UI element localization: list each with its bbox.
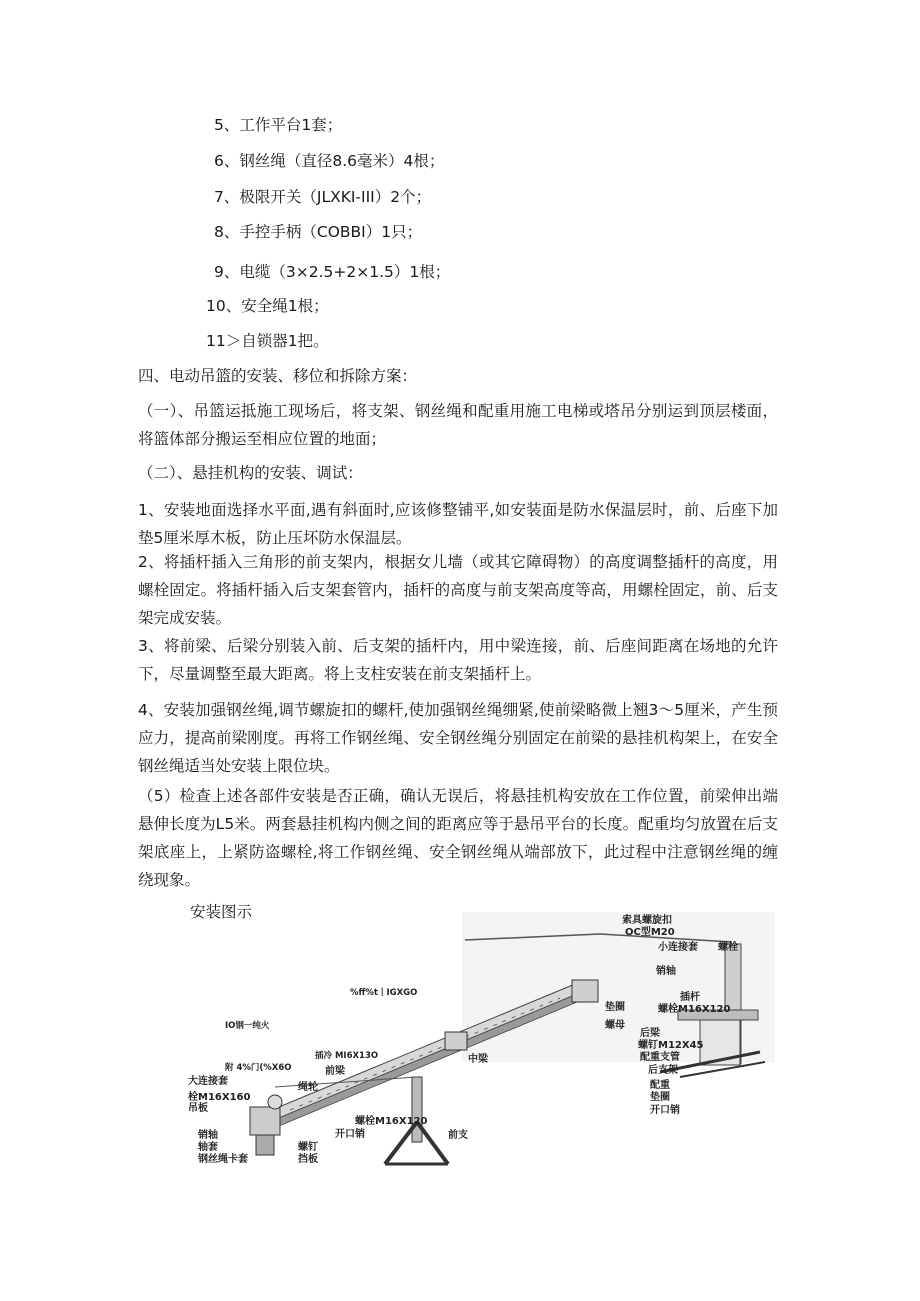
label: 销轴 — [198, 1130, 218, 1141]
label: 插冷 MI6X13O — [315, 1051, 379, 1061]
label: 垫圈 — [650, 1092, 670, 1103]
label: 吊板 — [188, 1103, 208, 1114]
label: 钢丝绳卡套 — [198, 1154, 248, 1165]
step-1: 1、安装地面选择水平面,遇有斜面时,应该修整铺平,如安装面是防水保温层时，前、后座下加垫5厘米厚木板，防止压坏防水保温层。 — [138, 501, 778, 547]
diagram-caption: 安装图示 — [190, 903, 253, 921]
section-heading: 四、电动吊篮的安装、移位和拆除方案： — [138, 367, 418, 385]
label: OC型M20 — [625, 927, 675, 938]
paragraph-sub2: （二）、悬挂机构的安装、调试： — [138, 464, 363, 482]
label: 销轴 — [656, 966, 676, 977]
label: 螺栓 — [718, 942, 738, 953]
list-item: 6、钢丝绳（直径8.6毫米）4根； — [214, 152, 445, 170]
rear-beam-joint — [572, 980, 598, 1002]
label: 小连接套 — [658, 942, 698, 953]
front-end-hardware — [250, 1095, 282, 1155]
label: 插杆 — [680, 992, 700, 1003]
label: %ff%t丨IGXGO — [350, 988, 418, 998]
label: 垫圈 — [605, 1002, 625, 1013]
step-4: 4、安装加强钢丝绳,调节螺旋扣的螺杆,使加强钢丝绳绷紧,使前梁略微上翘3～5厘米，产生预应力，提高前梁刚度。再将工作钢丝绳、安全钢丝绳分别固定在前梁的悬挂机构架上，在安全钢丝绳适当处安装上限位块。 — [138, 701, 778, 775]
label: 螺钉M12X45 — [638, 1040, 704, 1051]
label: 开口销 — [650, 1105, 680, 1116]
label: 螺栓M16X120 — [355, 1116, 428, 1127]
label: 开口销 — [335, 1129, 365, 1140]
label: 后支架 — [648, 1065, 678, 1076]
label: 栓M16X160 — [188, 1092, 251, 1103]
paragraph-sub1: （一）、吊篮运抵施工现场后，将支架、钢丝绳和配重用施工电梯或塔吊分别运到顶层楼面，将篮体部分搬运至相应位置的地面； — [138, 402, 778, 448]
label: 螺母 — [605, 1020, 625, 1031]
label: 前支 — [448, 1130, 468, 1141]
label: 大连接套 — [188, 1076, 228, 1087]
installation-diagram — [180, 912, 775, 1172]
label: 轴套 — [198, 1142, 218, 1153]
label: 后梁 — [640, 1028, 660, 1039]
list-item: 8、手控手柄（COBBI）1只； — [214, 223, 423, 241]
label: 配重 — [650, 1080, 670, 1091]
label: 前梁 — [325, 1066, 345, 1077]
label: 配重支管 — [640, 1052, 680, 1063]
step-2: 2、将插杆插入三角形的前支架内，根据女儿墙（或其它障碍物）的高度调整插杆的高度，用螺栓固定。将插杆插入后支架套管内，插杆的高度与前支架高度等高，用螺栓固定，前、后支架完成安装。 — [138, 553, 778, 627]
label: 螺栓M16X120 — [658, 1004, 731, 1015]
step-3: 3、将前梁、后梁分别装入前、后支架的插杆内，用中梁连接，前、后座间距离在场地的允许下，尽量调整至最大距离。将上支柱安装在前支架插杆上。 — [138, 637, 778, 683]
label: 螺钉 — [298, 1142, 318, 1153]
list-item: 9、电缆（3×2.5+2×1.5）1根； — [214, 263, 451, 281]
middle-beam-joint — [445, 1032, 467, 1050]
list-item: 10、安全绳1根； — [206, 297, 329, 315]
list-item: 5、工作平台1套； — [214, 116, 343, 134]
label: 挡板 — [298, 1154, 318, 1165]
step-5: （5）检查上述各部件安装是否正确，确认无误后，将悬挂机构安放在工作位置，前梁伸出端悬伸长度为L5米。两套悬挂机构内侧之间的距离应等于悬吊平台的长度。配重均匀放置在后支架底座上，上紧防盗螺栓,将工作钢丝绳、安全钢丝绳从端部放下，此过程中注意钢丝绳的缠绕现象。 — [138, 787, 778, 889]
list-item: 7、极限开关（JLXKI-III）2个； — [214, 188, 432, 206]
label: 索具螺旋扣 — [622, 915, 672, 926]
label: 绳轮 — [298, 1082, 318, 1093]
label: 附 4%门(%X6O — [225, 1063, 292, 1073]
list-item: 11＞自锁器1把。 — [206, 332, 329, 350]
label: IO钢一纯火 — [225, 1021, 270, 1031]
label: 中梁 — [468, 1054, 488, 1065]
